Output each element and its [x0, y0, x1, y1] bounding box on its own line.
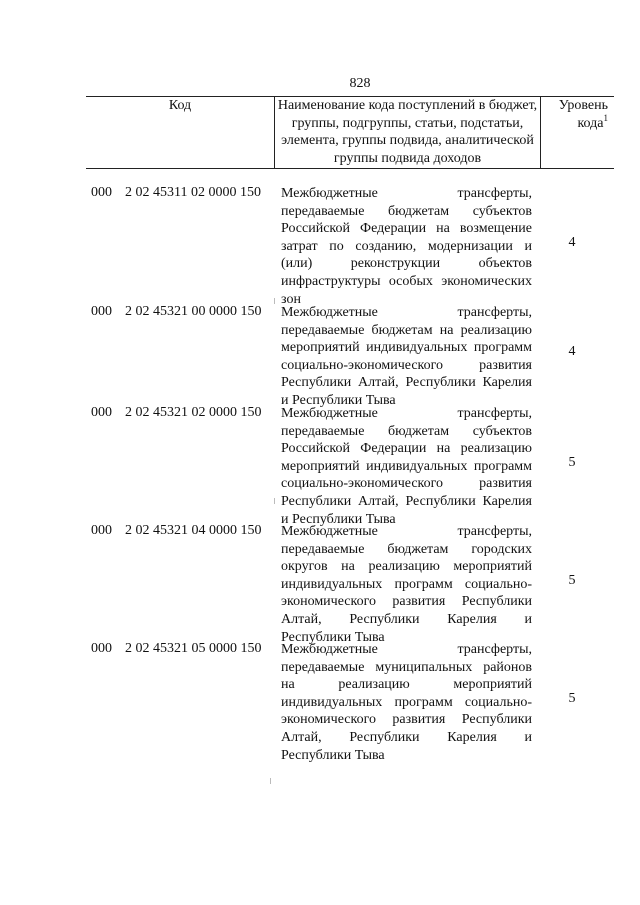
table-row [86, 304, 614, 408]
row-level: 4 [568, 344, 576, 359]
row-admin-code: 000 [91, 523, 112, 538]
row-description: Межбюджетные трансферты, передаваемые муниципальных районов на реализацию мероприятий индивидуальных программ социально-экономического развития Республики Алтай, Республики Карелия и Республики Тыва [281, 642, 532, 763]
row-admin-code: 000 [91, 185, 112, 200]
header-level [539, 97, 614, 168]
table-row [86, 185, 614, 307]
table-row [86, 641, 614, 763]
row-level: 5 [568, 573, 576, 588]
row-description: Межбюджетные трансферты, передаваемые бюджетам субъектов Российской Федерации на реализацию мероприятий индивидуальных программ социально-экономического развития Республики Алтай, Республики Карелия и Республики Тыва [281, 406, 532, 527]
header-level-footnote: 1 [603, 112, 608, 123]
row-income-code: 2 02 45321 04 0000 150 [125, 523, 262, 538]
row-description: Межбюджетные трансферты, передаваемые бюджетам на реализацию мероприятий индивидуальных программ социально-экономического развития Республики Алтай, Республики Карелия и Республики Тыва [281, 305, 532, 408]
table-header [86, 96, 614, 169]
page-number: 828 [349, 76, 371, 91]
header-name: Наименование кода поступлений в бюджет, группы, подгруппы, статьи, подстатьи, элемента, группы подвида, аналитической группы подвида доходов [274, 97, 541, 168]
row-admin-code: 000 [91, 405, 112, 420]
scan-mark [274, 498, 275, 504]
header-code: Код [168, 98, 192, 113]
table-row [86, 405, 614, 527]
row-admin-code: 000 [91, 641, 112, 656]
row-level: 5 [568, 691, 576, 706]
row-level: 4 [568, 235, 576, 250]
row-description: Межбюджетные трансферты, передаваемые бюджетам городских округов на реализацию мероприятий индивидуальных программ социально-экономического развития Республики Алтай, Республики Карелия и Республики Тыва [281, 524, 532, 645]
row-level: 5 [568, 455, 576, 470]
row-income-code: 2 02 45321 02 0000 150 [125, 405, 262, 420]
row-description: Межбюджетные трансферты, передаваемые бюджетам субъектов Российской Федерации на возмещение затрат по созданию, модернизации и (или) реконструкции объектов инфраструктуры особых экономических зон [281, 186, 532, 307]
row-admin-code: 000 [91, 304, 112, 319]
row-income-code: 2 02 45321 05 0000 150 [125, 641, 262, 656]
scan-mark [274, 298, 275, 304]
row-income-code: 2 02 45311 02 0000 150 [125, 185, 261, 200]
scan-mark [270, 778, 271, 784]
header-level-label: Уровень кода [558, 98, 608, 131]
table-row [86, 523, 614, 645]
row-income-code: 2 02 45321 00 0000 150 [125, 304, 262, 319]
